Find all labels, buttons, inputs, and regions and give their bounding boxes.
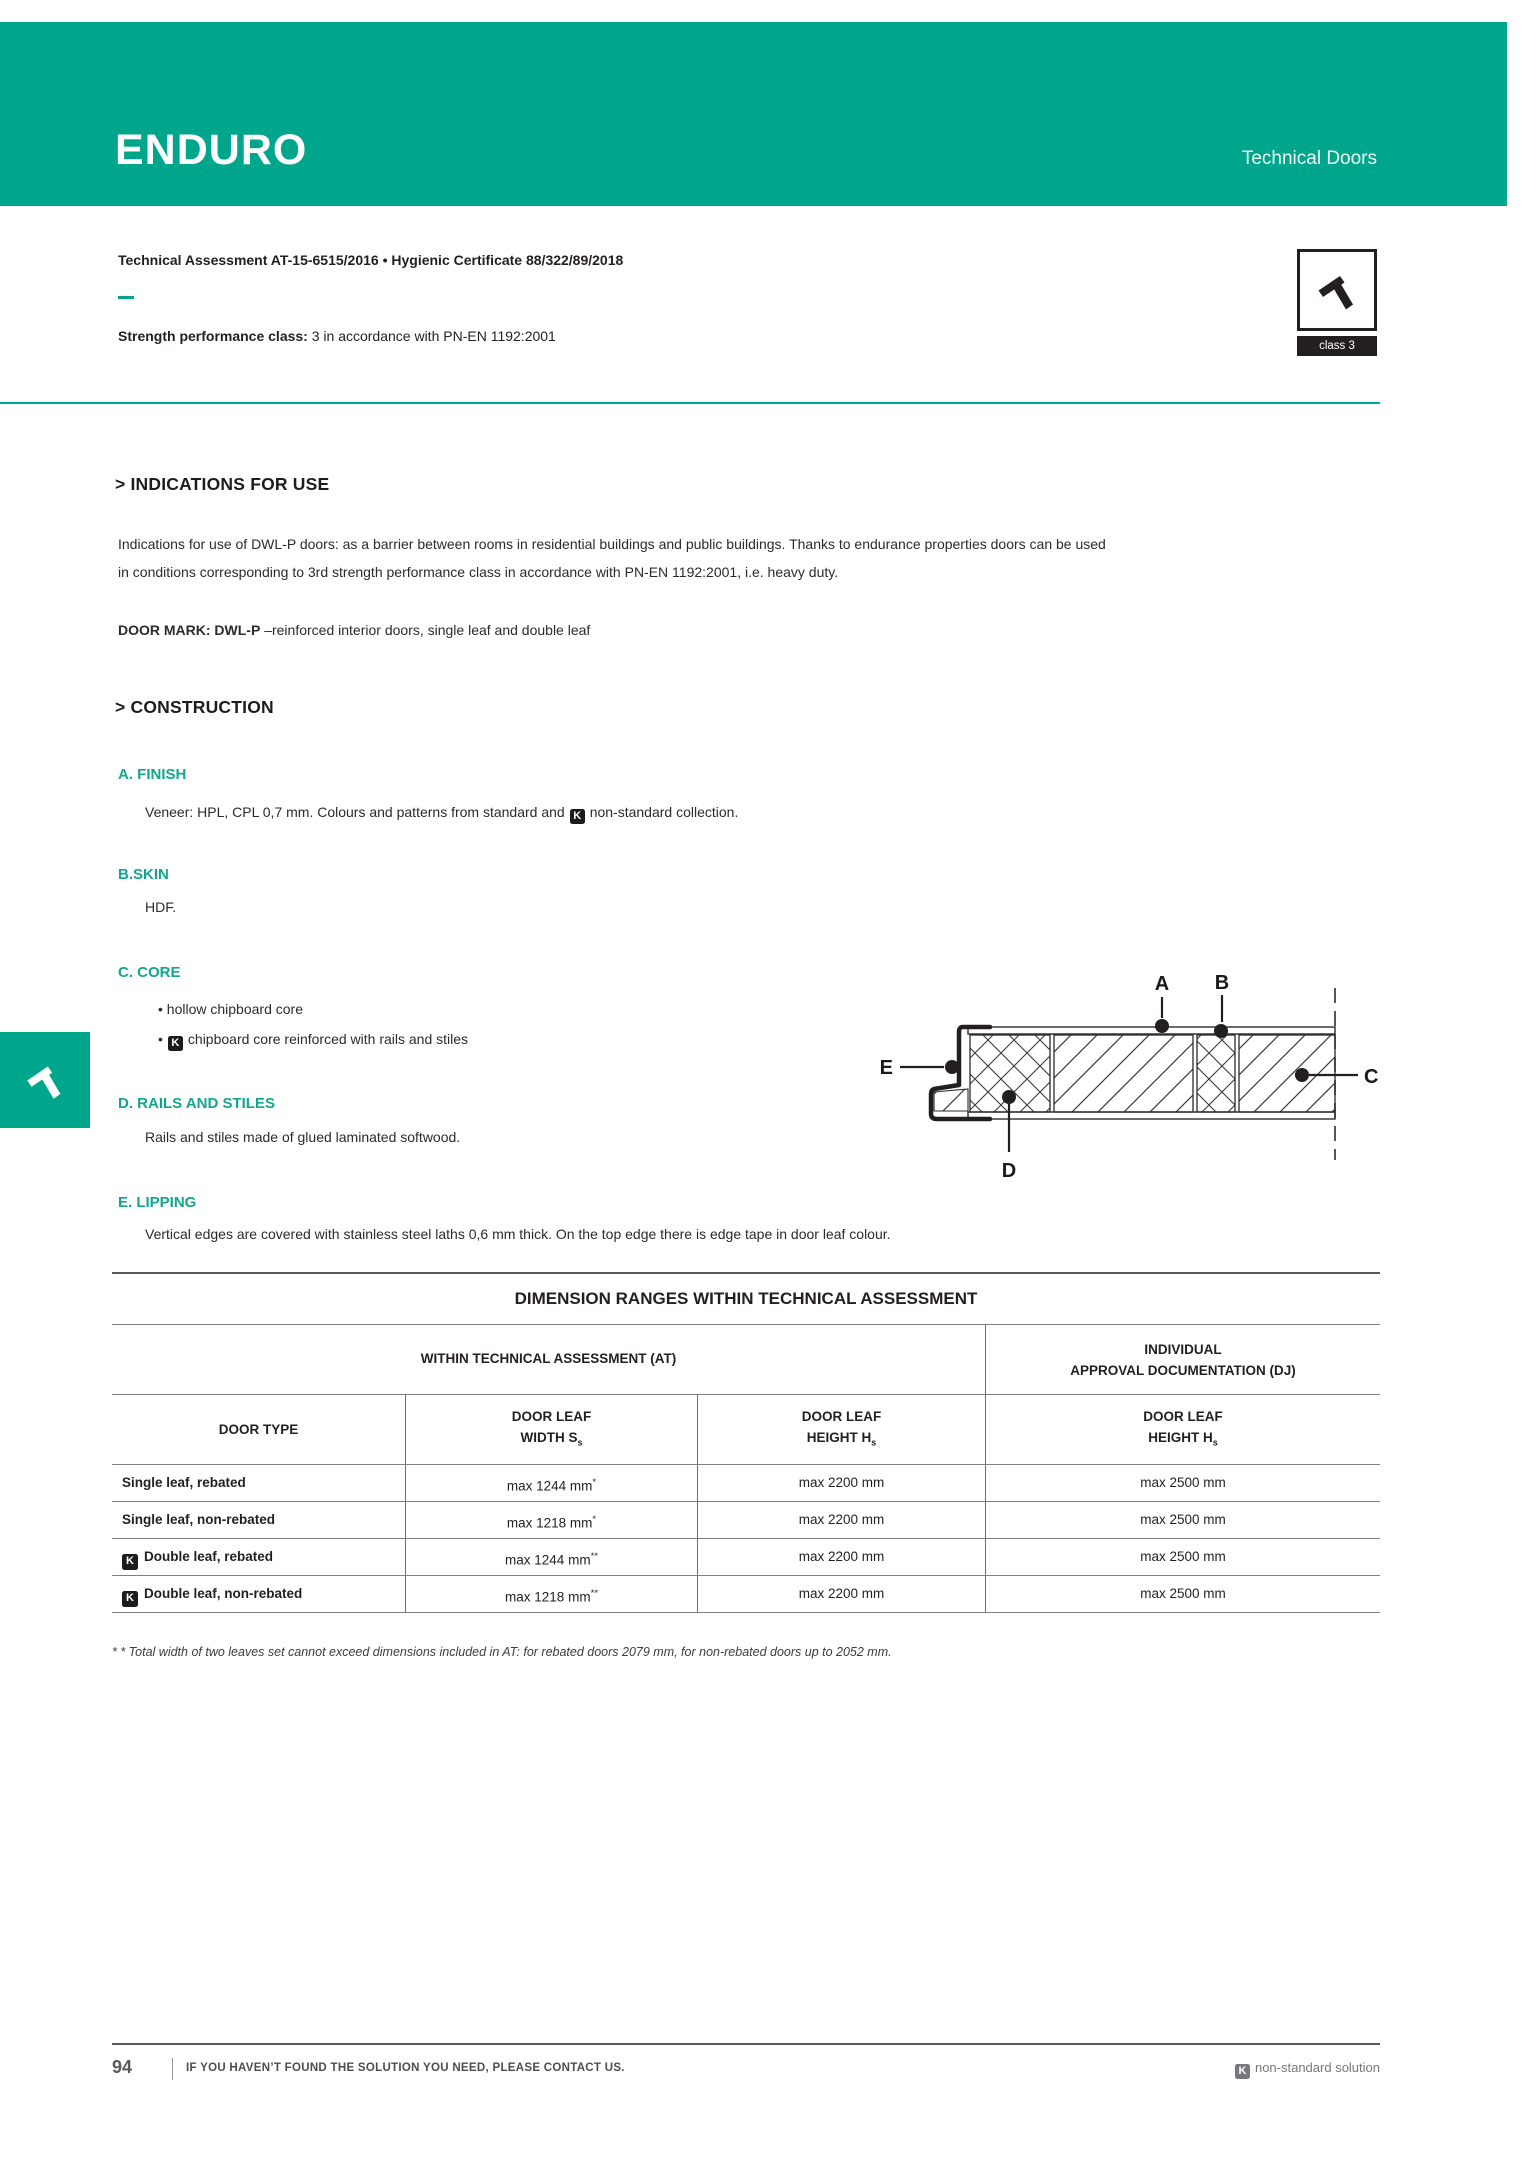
core-item-2-text: chipboard core reinforced with rails and stiles [187, 1031, 469, 1047]
table-row [112, 1465, 1380, 1502]
cell-door-type-label: Double leaf, non-rebated [144, 1586, 303, 1601]
col-header-height-subscript: s [1212, 1437, 1218, 1448]
col-header-width-subscript: s [577, 1437, 583, 1448]
cell-width [405, 1576, 697, 1612]
col-header-height-dj [985, 1395, 1380, 1464]
cell-door-type-label: Double leaf, rebated [144, 1549, 274, 1564]
diagram-label-b: B [1214, 972, 1230, 994]
door-mark-line [118, 622, 590, 638]
teal-divider-rule [0, 402, 1380, 404]
construction-heading: > CONSTRUCTION [115, 697, 274, 717]
col-header-height-dj-line1: DOOR LEAF [1143, 1408, 1223, 1424]
finish-text-after: non-standard collection. [589, 804, 739, 820]
k-brand-icon [122, 1591, 138, 1607]
page-title: ENDURO [115, 126, 308, 174]
cell-width [405, 1539, 697, 1575]
cell-door-type: Single leaf, non-rebated [122, 1512, 276, 1527]
table-row [112, 1576, 1380, 1613]
footer-divider [172, 2058, 173, 2080]
col-header-height-symbol: HEIGHT H [806, 1429, 872, 1445]
col-header-height-at-line2 [698, 1427, 985, 1454]
cell-door-type [112, 1539, 405, 1575]
footer-non-standard-label: non-standard solution [1254, 2060, 1380, 2075]
cell-width-value: max 1244 mm [505, 1552, 591, 1568]
k-brand-icon [122, 1554, 138, 1570]
col-header-height-at [697, 1395, 985, 1464]
cell-height-dj: max 2500 mm [985, 1502, 1380, 1538]
cell-height-dj: max 2500 mm [985, 1539, 1380, 1575]
k-brand-icon [1235, 2064, 1250, 2079]
lipping-title: E. LIPPING [118, 1194, 197, 1211]
col-header-width-line1: DOOR LEAF [511, 1408, 592, 1424]
cell-width-value: max 1218 mm [506, 1515, 593, 1531]
col-header-door-type [112, 1395, 405, 1464]
certificates-line: Technical Assessment AT-15-6515/2016 • Hygienic Certificate 88/322/89/2018 [118, 252, 624, 268]
dimension-table [112, 1272, 1380, 1613]
footer-contact-note: IF YOU HAVEN’T FOUND THE SOLUTION YOU NEED, PLEASE CONTACT US. [186, 2062, 625, 2074]
group-header-dj-line1: INDIVIDUAL [1144, 1341, 1222, 1357]
k-brand-letter: K [126, 1555, 134, 1567]
cell-width-footmark: ** [590, 1551, 598, 1562]
door-cross-section-diagram [855, 955, 1385, 1255]
k-brand-letter: K [126, 1592, 134, 1604]
k-brand-icon [570, 809, 585, 824]
k-brand-letter: K [1238, 2065, 1247, 2077]
col-header-height-dj-line2 [986, 1427, 1380, 1454]
table-footnote: * * Total width of two leaves set cannot exceed dimensions included in AT: for rebated doors 2079 mm, for non-rebated doors up to 2052 mm. [112, 1645, 892, 1659]
strength-class-line [118, 328, 556, 344]
skin-title: B.SKIN [118, 866, 169, 883]
indications-body-line2: in conditions corresponding to 3rd strength performance class in accordance with PN-EN 1192:2001, i.e. heavy duty. [118, 564, 839, 580]
class-badge-label: class 3 [1297, 336, 1377, 356]
core-title: C. CORE [118, 964, 181, 981]
col-header-width-line2 [406, 1427, 697, 1454]
hammer-badge-box [1297, 249, 1377, 331]
rails-text: Rails and stiles made of glued laminated softwood. [145, 1129, 461, 1145]
door-mark-text: –reinforced interior doors, single leaf and double leaf [260, 622, 591, 638]
table-row [112, 1502, 1380, 1539]
k-brand-letter: K [573, 810, 582, 822]
cell-width-footmark: * [592, 1514, 597, 1525]
footer-rule [112, 2043, 1380, 2045]
cell-door-type: Single leaf, rebated [122, 1475, 246, 1490]
table-column-header-row [112, 1395, 1380, 1465]
cell-height-at: max 2200 mm [697, 1539, 985, 1575]
strength-class-label: Strength performance class: [118, 328, 308, 344]
col-header-height-at-line1: DOOR LEAF [801, 1408, 882, 1424]
table-group-header-row [112, 1325, 1380, 1395]
page-number: 94 [112, 2057, 133, 2077]
header-band [0, 22, 1507, 206]
cell-height-dj: max 2500 mm [985, 1576, 1380, 1612]
header-category: Technical Doors [1241, 148, 1377, 169]
table-row [112, 1539, 1380, 1576]
footer-non-standard [1230, 2060, 1380, 2079]
group-header-dj-line2: APPROVAL DOCUMENTATION (DJ) [1070, 1362, 1296, 1378]
k-brand-letter: K [171, 1037, 180, 1049]
cell-width-value: max 1218 mm [505, 1589, 591, 1605]
bullet-glyph: • [158, 1031, 163, 1047]
core-item-2 [158, 1031, 468, 1051]
strength-class-value: 3 in accordance with PN-EN 1192:2001 [307, 328, 556, 344]
door-mark-label: DOOR MARK: DWL-P [118, 622, 261, 638]
diagram-label-a: A [1154, 973, 1170, 995]
col-header-height-subscript: s [871, 1437, 877, 1448]
rails-title: D. RAILS AND STILES [118, 1095, 275, 1112]
cell-width-value: max 1244 mm [506, 1478, 593, 1494]
diagram-label-c: C [1364, 1066, 1379, 1088]
diagram-label-d: D [1001, 1160, 1017, 1182]
finish-title: A. FINISH [118, 766, 187, 783]
core-item-1-text: hollow chipboard core [166, 1001, 303, 1017]
cell-height-at: max 2200 mm [697, 1502, 985, 1538]
diagram-label-e: E [879, 1057, 893, 1079]
table-title: DIMENSION RANGES WITHIN TECHNICAL ASSESSMENT [112, 1274, 1380, 1325]
hammer-icon [1312, 265, 1362, 315]
cell-height-at: max 2200 mm [697, 1576, 985, 1612]
col-header-height-symbol: HEIGHT H [1148, 1429, 1213, 1445]
indications-heading: > INDICATIONS FOR USE [115, 474, 330, 494]
col-header-door-type-label: DOOR TYPE [218, 1422, 299, 1437]
indications-body-line1: Indications for use of DWL-P doors: as a barrier between rooms in residential buildings and public buildings. Thanks to endurance properties doors can be used [118, 536, 1106, 552]
group-header-at: WITHIN TECHNICAL ASSESSMENT (AT) [420, 1351, 677, 1366]
k-brand-icon [168, 1036, 183, 1051]
col-header-width-symbol: WIDTH S [520, 1429, 578, 1445]
cell-width-footmark: ** [590, 1588, 598, 1599]
cell-door-type [112, 1576, 405, 1612]
finish-text [145, 804, 738, 824]
hammer-icon [21, 1056, 69, 1104]
group-header-dj [985, 1325, 1380, 1394]
cell-width [405, 1502, 697, 1538]
strength-class-badge [1297, 249, 1377, 356]
cell-height-dj: max 2500 mm [985, 1465, 1380, 1501]
skin-text: HDF. [145, 899, 177, 915]
bullet-glyph: • [158, 1001, 163, 1017]
side-tab [0, 1032, 90, 1128]
lipping-text: Vertical edges are covered with stainless steel laths 0,6 mm thick. On the top edge there is edge tape in door leaf colour. [145, 1226, 891, 1242]
cell-height-at: max 2200 mm [697, 1465, 985, 1501]
teal-dash [118, 296, 134, 299]
finish-text-before: Veneer: HPL, CPL 0,7 mm. Colours and patterns from standard and [145, 804, 565, 820]
col-header-width [405, 1395, 697, 1464]
cell-width [405, 1465, 697, 1501]
core-item-1 [158, 1001, 303, 1017]
cell-width-footmark: * [592, 1477, 597, 1488]
